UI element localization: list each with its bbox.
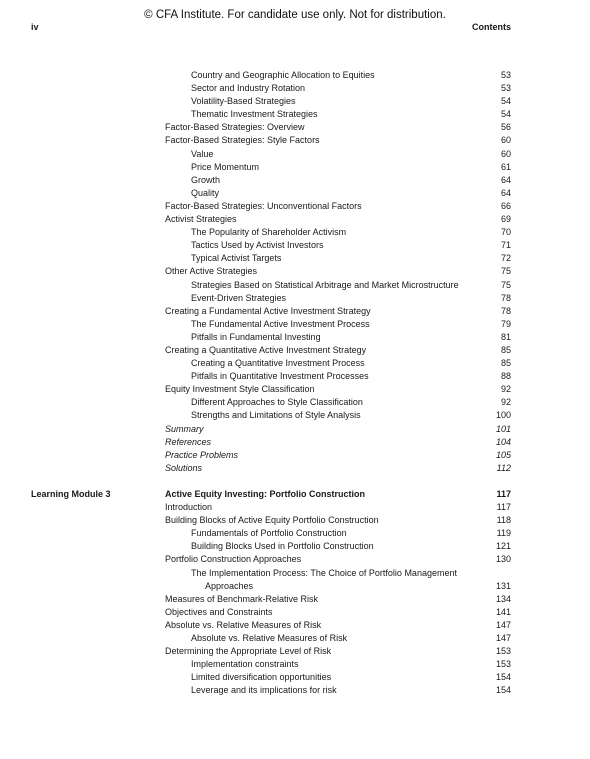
toc-entry-page: 153 — [495, 659, 511, 670]
toc-entry-title: Approaches — [205, 580, 254, 591]
toc-entry — [0, 527, 590, 540]
toc-entry — [0, 69, 590, 82]
table-of-contents — [0, 69, 590, 698]
toc-entry-page: 100 — [495, 410, 511, 421]
toc-entry-title: Limited diversification opportunities — [191, 672, 332, 683]
toc-entry — [0, 252, 590, 265]
toc-entry — [0, 436, 590, 449]
toc-entry-page: 53 — [500, 83, 511, 94]
toc-entry-page: 101 — [495, 423, 511, 434]
toc-entry — [0, 344, 590, 357]
toc-entry-title: Fundamentals of Portfolio Construction — [191, 528, 347, 539]
toc-entry-title: Country and Geographic Allocation to Equities — [191, 70, 375, 80]
toc-entry-page: 75 — [500, 279, 511, 290]
toc-entry-page: 64 — [500, 187, 511, 198]
toc-entry-title: Equity Investment Style Classification — [165, 384, 315, 395]
toc-entry-page: 54 — [500, 96, 511, 107]
toc-entry-page: 71 — [500, 240, 511, 251]
toc-entry-page: 81 — [500, 331, 511, 342]
toc-entry — [0, 213, 590, 226]
module-title: Active Equity Investing: Portfolio Construction — [165, 489, 366, 499]
toc-block-module-2 — [0, 69, 590, 475]
toc-entry — [0, 187, 590, 200]
toc-entry — [0, 148, 590, 161]
toc-entry-page: 72 — [500, 253, 511, 264]
toc-entry-page: 60 — [500, 148, 511, 159]
toc-entry-page: 92 — [500, 397, 511, 408]
toc-entry-title: Growth — [191, 174, 221, 185]
toc-entry-page: 147 — [495, 633, 511, 644]
toc-entry-page: 54 — [500, 109, 511, 120]
toc-entry-page: 119 — [496, 528, 511, 539]
toc-entry-title: Different Approaches to Style Classification — [191, 397, 363, 408]
toc-entry-page: 56 — [500, 122, 511, 133]
page-number: iv — [31, 22, 39, 32]
toc-entry — [0, 357, 590, 370]
toc-entry-page: 153 — [495, 646, 511, 657]
toc-entry-page: 79 — [500, 318, 511, 329]
toc-entry — [0, 619, 590, 632]
copyright-watermark: © CFA Institute. For candidate use only. Not for distribution. — [144, 9, 446, 21]
toc-entry — [0, 409, 590, 422]
toc-entry-title: Leverage and its implications for risk — [191, 685, 337, 696]
toc-entry-title: Activist Strategies — [165, 214, 237, 225]
toc-entry — [0, 134, 590, 147]
toc-entry-page: 85 — [500, 358, 511, 369]
toc-entry-page: 75 — [500, 266, 511, 277]
toc-entry-title: References — [165, 436, 212, 447]
running-head: Contents — [472, 22, 511, 32]
toc-entry-page: 105 — [495, 449, 511, 460]
toc-entry — [0, 593, 590, 606]
toc-entry-title: Factor-Based Strategies: Unconventional Factors — [165, 200, 362, 211]
toc-entry-page: 64 — [500, 174, 511, 185]
toc-entry-title: Building Blocks Used in Portfolio Construction — [191, 541, 374, 552]
toc-entry-title: Typical Activist Targets — [191, 253, 282, 264]
module-page: 117 — [496, 489, 511, 499]
toc-entry-title: Volatility-Based Strategies — [191, 96, 296, 107]
toc-entry — [0, 174, 590, 187]
toc-entry-page: 66 — [500, 200, 511, 211]
toc-entry-title: Event-Driven Strategies — [191, 292, 287, 303]
toc-entry-title: Absolute vs. Relative Measures of Risk — [191, 633, 348, 644]
toc-entry — [0, 671, 590, 684]
toc-entry-page: 141 — [495, 606, 511, 617]
toc-entry-title: Implementation constraints — [191, 659, 299, 670]
toc-entry-page: 154 — [495, 672, 511, 683]
toc-entry — [0, 226, 590, 239]
toc-entry-title: Strengths and Limitations of Style Analysis — [191, 410, 361, 421]
toc-entry-page: 131 — [495, 580, 511, 591]
toc-entry — [0, 396, 590, 409]
toc-entry-page: 112 — [496, 462, 511, 473]
module-heading-row — [0, 488, 590, 501]
toc-entry — [0, 318, 590, 331]
toc-block-module-3 — [0, 501, 590, 697]
toc-entry-page: 61 — [500, 161, 511, 172]
toc-entry-title: Portfolio Construction Approaches — [165, 554, 302, 565]
toc-entry — [0, 540, 590, 553]
toc-entry-page: 117 — [496, 502, 511, 513]
toc-entry-title: Creating a Quantitative Investment Process — [191, 358, 365, 369]
toc-entry — [0, 370, 590, 383]
toc-entry — [0, 580, 590, 593]
toc-entry-page: 69 — [500, 214, 511, 225]
toc-entry-page: 53 — [500, 70, 511, 80]
module-label: Learning Module 3 — [31, 489, 111, 499]
toc-entry — [0, 514, 590, 527]
toc-entry-title: Creating a Quantitative Active Investment Strategy — [165, 344, 367, 355]
toc-entry-page: 121 — [495, 541, 511, 552]
toc-entry-title: The Implementation Process: The Choice of Portfolio Management — [191, 567, 457, 578]
toc-entry-title: Quality — [191, 187, 220, 198]
toc-entry — [0, 95, 590, 108]
toc-entry-title: Value — [191, 148, 214, 159]
toc-entry — [0, 567, 590, 580]
toc-entry — [0, 292, 590, 305]
toc-entry-title: Tactics Used by Activist Investors — [191, 240, 324, 251]
toc-entry-title: Thematic Investment Strategies — [191, 109, 318, 120]
toc-entry — [0, 501, 590, 514]
toc-entry — [0, 606, 590, 619]
toc-entry-page: 88 — [500, 371, 511, 382]
section-gap — [0, 475, 590, 488]
toc-entry-page: 85 — [500, 344, 511, 355]
toc-entry-title: Building Blocks of Active Equity Portfolio Construction — [165, 515, 379, 526]
toc-entry-page: 147 — [495, 619, 511, 630]
toc-entry-title: Price Momentum — [191, 161, 260, 172]
toc-entry-title: Other Active Strategies — [165, 266, 258, 277]
toc-entry-title: Solutions — [165, 462, 203, 473]
toc-entry — [0, 108, 590, 121]
toc-entry-title: Factor-Based Strategies: Overview — [165, 122, 305, 133]
toc-entry-title: Pitfalls in Fundamental Investing — [191, 331, 321, 342]
toc-entry-page: 134 — [495, 593, 511, 604]
toc-entry — [0, 239, 590, 252]
toc-entry — [0, 632, 590, 645]
toc-entry-title: Sector and Industry Rotation — [191, 83, 306, 94]
toc-entry — [0, 161, 590, 174]
toc-entry-title: Strategies Based on Statistical Arbitrage and Market Microstructure — [191, 279, 459, 290]
toc-entry-page: 78 — [500, 292, 511, 303]
toc-entry — [0, 279, 590, 292]
toc-entry-title: Measures of Benchmark-Relative Risk — [165, 593, 319, 604]
toc-entry-page: 78 — [500, 305, 511, 316]
toc-entry-title: The Popularity of Shareholder Activism — [191, 227, 347, 238]
toc-entry-title: Introduction — [165, 502, 213, 513]
toc-entry-page: 104 — [495, 436, 511, 447]
toc-entry — [0, 462, 590, 475]
toc-entry-title: Practice Problems — [165, 449, 239, 460]
toc-entry-page: 130 — [495, 554, 511, 565]
toc-entry-page: 60 — [500, 135, 511, 146]
toc-entry — [0, 553, 590, 566]
toc-entry-page: 154 — [495, 685, 511, 696]
toc-entry — [0, 645, 590, 658]
toc-entry-title: Factor-Based Strategies: Style Factors — [165, 135, 320, 146]
toc-entry-title: Pitfalls in Quantitative Investment Processes — [191, 371, 369, 382]
toc-entry-title: Summary — [165, 423, 204, 434]
toc-entry — [0, 121, 590, 134]
toc-entry-title: Determining the Appropriate Level of Risk — [165, 646, 332, 657]
toc-entry — [0, 305, 590, 318]
toc-entry — [0, 658, 590, 671]
toc-entry — [0, 82, 590, 95]
toc-entry-title: Creating a Fundamental Active Investment Strategy — [165, 305, 371, 316]
toc-entry — [0, 449, 590, 462]
toc-entry-title: Absolute vs. Relative Measures of Risk — [165, 619, 322, 630]
toc-entry — [0, 265, 590, 278]
toc-entry-page: 118 — [496, 515, 511, 526]
toc-entry — [0, 200, 590, 213]
toc-entry-page: 70 — [500, 227, 511, 238]
toc-entry-page: 92 — [500, 384, 511, 395]
toc-entry-title: Objectives and Constraints — [165, 606, 273, 617]
toc-entry — [0, 331, 590, 344]
toc-entry — [0, 383, 590, 396]
toc-entry-title: The Fundamental Active Investment Process — [191, 318, 370, 329]
toc-entry — [0, 423, 590, 436]
toc-entry — [0, 684, 590, 697]
